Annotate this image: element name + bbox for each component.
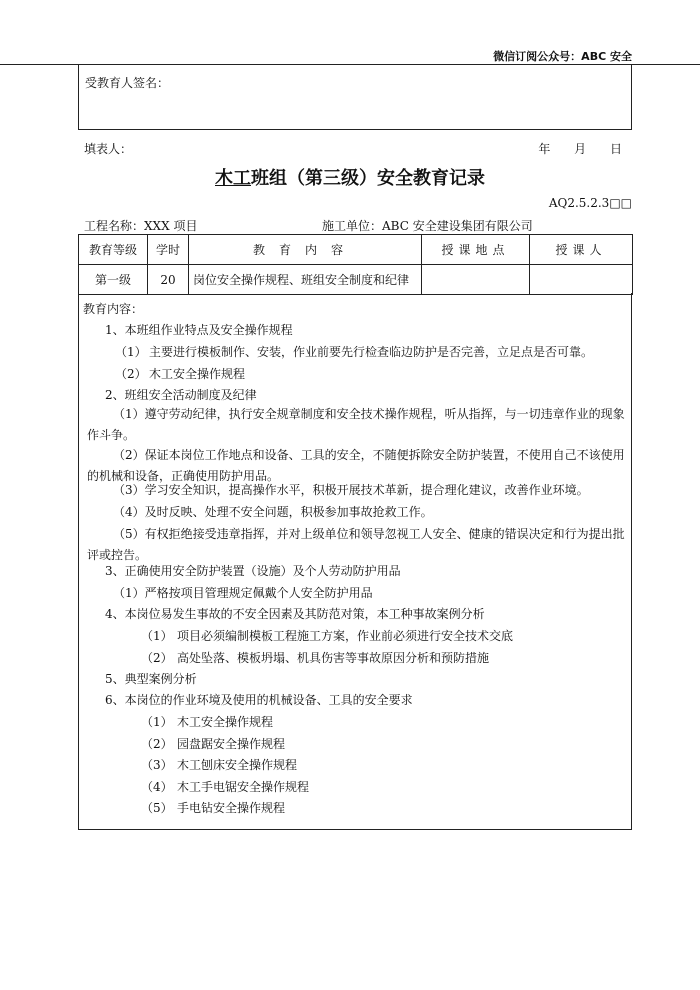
wechat-account-label: 微信订阅公众号：ABC 安全	[493, 50, 632, 63]
item-6-5: 手电钻安全操作规程	[177, 801, 286, 815]
header-teacher: 授课人	[530, 235, 633, 265]
paragraph-5: （5）有权拒绝接受违章指挥，并对上级单位和领导忽视工人安全、健康的错误决定和行为提出批评或控告。	[87, 527, 625, 562]
item-3-1: （1）严格按项目管理规定佩戴个人安全防护用品	[113, 586, 373, 600]
header-content: 教育内容	[189, 235, 422, 265]
title-rest: 班组（第三级）安全教育记录	[251, 168, 485, 189]
construction-unit: 施工单位：ABC 安全建设集团有限公司	[322, 219, 533, 233]
item-4-1: 项目必须编制模板工程施工方案，作业前必须进行安全技术交底	[177, 629, 514, 643]
paragraph-3: （3）学习安全知识，提高操作水平，积极开展技术革新，提合理化建议，改善作业环境。	[113, 483, 589, 497]
item-6-2: 园盘踞安全操作规程	[177, 737, 286, 751]
item-6-2-num: （2）	[141, 737, 173, 751]
item-4-1-num: （1）	[141, 629, 173, 643]
table-row	[79, 265, 633, 295]
section-1: 1、本班组作业特点及安全操作规程	[105, 323, 293, 337]
education-table	[78, 234, 633, 295]
cell-location	[422, 265, 530, 295]
cell-content: 岗位安全操作规程、班组安全制度和纪律	[189, 265, 422, 295]
signature-box	[78, 64, 632, 130]
item-6-4-num: （4）	[141, 780, 173, 794]
paragraph-2: （2）保证本岗位工作地点和设备、工具的安全，不随便拆除安全防护装置，不使用自己不该使用的机械和设备，正确使用防护用品。	[87, 448, 625, 483]
header-location: 授课地点	[422, 235, 530, 265]
section-4: 4、本岗位易发生事故的不安全因素及其防范对策，本工种事故案例分析	[105, 607, 485, 621]
page-title	[0, 164, 700, 190]
signature-label: 受教育人签名：	[85, 76, 170, 90]
item-6-1-num: （1）	[141, 715, 173, 729]
item-6-4: 木工手电锯安全操作规程	[177, 780, 310, 794]
education-content-box	[78, 293, 632, 830]
item-1-2: 木工安全操作规程	[149, 367, 246, 381]
title-underlined: 木工	[215, 168, 251, 189]
item-6-1: 木工安全操作规程	[177, 715, 274, 729]
cell-teacher	[530, 265, 633, 295]
item-1-1-num: （1）	[115, 345, 147, 359]
document-code: AQ2.5.2.3□□	[548, 196, 632, 210]
date-label: 年 月 日	[538, 142, 622, 156]
item-6-3: 木工刨床安全操作规程	[177, 758, 298, 772]
item-6-5-num: （5）	[141, 801, 173, 815]
section-5: 5、典型案例分析	[105, 672, 197, 686]
header-level: 教育等级	[79, 235, 148, 265]
section-3: 3、正确使用安全防护装置（设施）及个人劳动防护用品	[105, 564, 401, 578]
cell-hours: 20	[148, 265, 189, 295]
section-2: 2、班组安全活动制度及纪律	[105, 388, 257, 402]
table-header-row	[79, 235, 633, 265]
item-1-1: 主要进行模板制作、安装，作业前要先行检查临边防护是否完善，立足点是否可靠。	[149, 345, 594, 359]
item-1-2-num: （2）	[115, 367, 147, 381]
project-name: 工程名称：XXX 项目	[84, 219, 198, 233]
item-4-2: 高处坠落、模板坍塌、机具伤害等事故原因分析和预防措施	[177, 651, 490, 665]
paragraph-1: （1）遵守劳动纪律，执行安全规章制度和安全技术操作规程，听从指挥，与一切违章作业的现象作斗争。	[87, 407, 625, 442]
content-label: 教育内容：	[83, 302, 144, 316]
paragraph-4: （4）及时反映、处理不安全问题，积极参加事故抢救工作。	[113, 505, 433, 519]
item-4-2-num: （2）	[141, 651, 173, 665]
cell-level: 第一级	[79, 265, 148, 295]
item-6-3-num: （3）	[141, 758, 173, 772]
filler-label: 填表人：	[84, 142, 133, 156]
section-6: 6、本岗位的作业环境及使用的机械设备、工具的安全要求	[105, 693, 413, 707]
header-hours: 学时	[148, 235, 189, 265]
